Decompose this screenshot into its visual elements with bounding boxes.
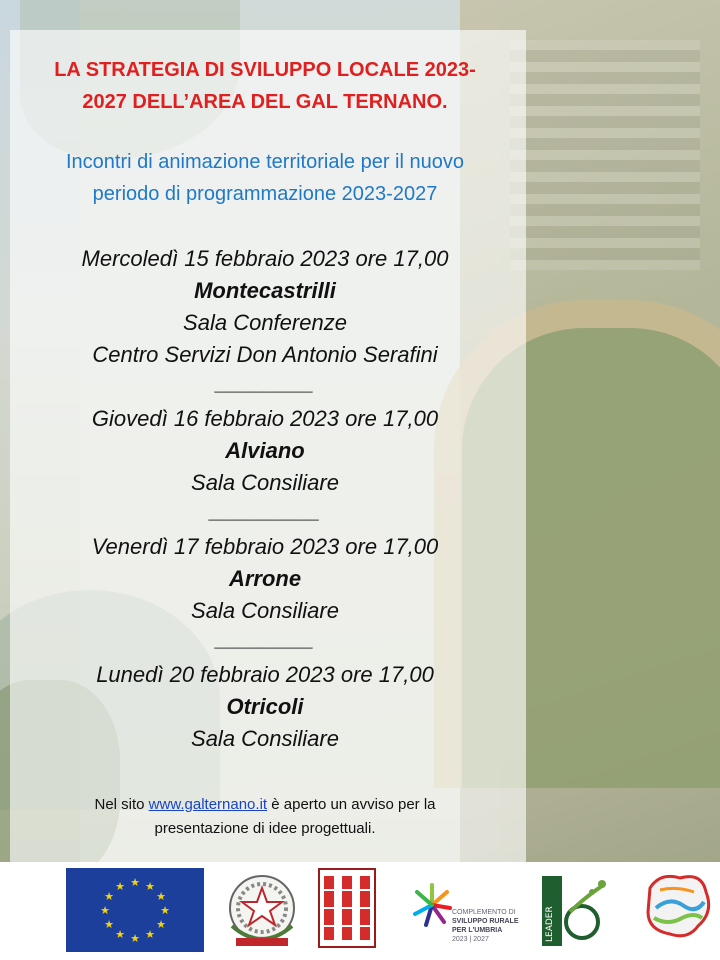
event-date: Giovedì 16 febbraio 2023 ore 17,00 <box>91 406 439 431</box>
title-line-1: LA STRATEGIA DI SVILUPPO LOCALE 2023- <box>54 59 476 81</box>
separator: ________ <box>216 626 314 651</box>
svg-text:★: ★ <box>115 880 125 893</box>
flower-icon <box>412 880 452 930</box>
event-venue-detail: Centro Servizi Don Antonio Serafini <box>92 342 438 367</box>
note-line-2: presentazione di idee progettuali. <box>154 820 376 837</box>
events-list <box>10 243 520 755</box>
svg-text:★: ★ <box>100 904 110 917</box>
website-note <box>10 793 520 841</box>
svg-text:★: ★ <box>104 890 114 903</box>
event-venue: Sala Conferenze <box>183 310 347 335</box>
umbria-region-logo <box>318 868 376 948</box>
event-date: Mercoledì 15 febbraio 2023 ore 17,00 <box>81 246 449 271</box>
leader-logo <box>540 868 616 952</box>
svg-text:★: ★ <box>145 928 155 941</box>
event-town: Otricoli <box>226 694 304 719</box>
event-town: Arrone <box>228 566 302 591</box>
event-venue: Sala Consiliare <box>191 470 339 495</box>
logo-strip <box>0 862 720 960</box>
svg-text:★: ★ <box>130 932 140 945</box>
psr-umbria-logo <box>412 868 522 952</box>
event-town: Montecastrilli <box>194 278 336 303</box>
subtitle-line-2: periodo di programmazione 2023-2027 <box>92 183 438 205</box>
event-venue: Sala Consiliare <box>191 598 339 623</box>
psr-text-2: SVILUPPO RURALE <box>452 918 519 925</box>
svg-text:★: ★ <box>156 918 166 931</box>
stone-texture <box>510 40 700 270</box>
event-date: Lunedì 20 febbraio 2023 ore 17,00 <box>96 662 434 687</box>
event-venue: Sala Consiliare <box>191 726 339 751</box>
leader-text: LEADER <box>545 906 555 942</box>
eu-flag-logo <box>66 868 204 952</box>
svg-text:★: ★ <box>104 918 114 931</box>
svg-text:★: ★ <box>130 876 140 889</box>
gal-ternano-logo <box>640 868 716 952</box>
flyer-title <box>10 54 520 118</box>
event-date: Venerdì 17 febbraio 2023 ore 17,00 <box>91 534 439 559</box>
psr-text <box>452 908 524 944</box>
subtitle-line-1: Incontri di animazione territoriale per il nuovo <box>66 151 464 173</box>
note-prefix: Nel sito <box>94 796 149 813</box>
eu-stars-icon <box>66 868 204 952</box>
flyer-subtitle <box>10 146 520 210</box>
psr-text-4: 2023 | 2027 <box>452 936 489 943</box>
svg-text:★: ★ <box>160 904 170 917</box>
note-line-1 <box>10 793 520 817</box>
separator: ________ <box>216 370 314 395</box>
svg-text:★: ★ <box>145 880 155 893</box>
title-line-2: 2027 DELL’AREA DEL GAL TERNANO. <box>82 91 448 113</box>
psr-text-1: COMPLEMENTO DI <box>452 909 516 916</box>
website-link[interactable]: www.galternano.it <box>148 796 268 813</box>
italian-republic-emblem <box>222 868 302 952</box>
psr-text-3: PER L'UMBRIA <box>452 927 503 934</box>
svg-text:★: ★ <box>156 890 166 903</box>
note-suffix: è aperto un avviso per la <box>267 796 436 813</box>
event-town: Alviano <box>225 438 305 463</box>
svg-text:★: ★ <box>115 928 125 941</box>
separator: _________ <box>209 498 321 523</box>
